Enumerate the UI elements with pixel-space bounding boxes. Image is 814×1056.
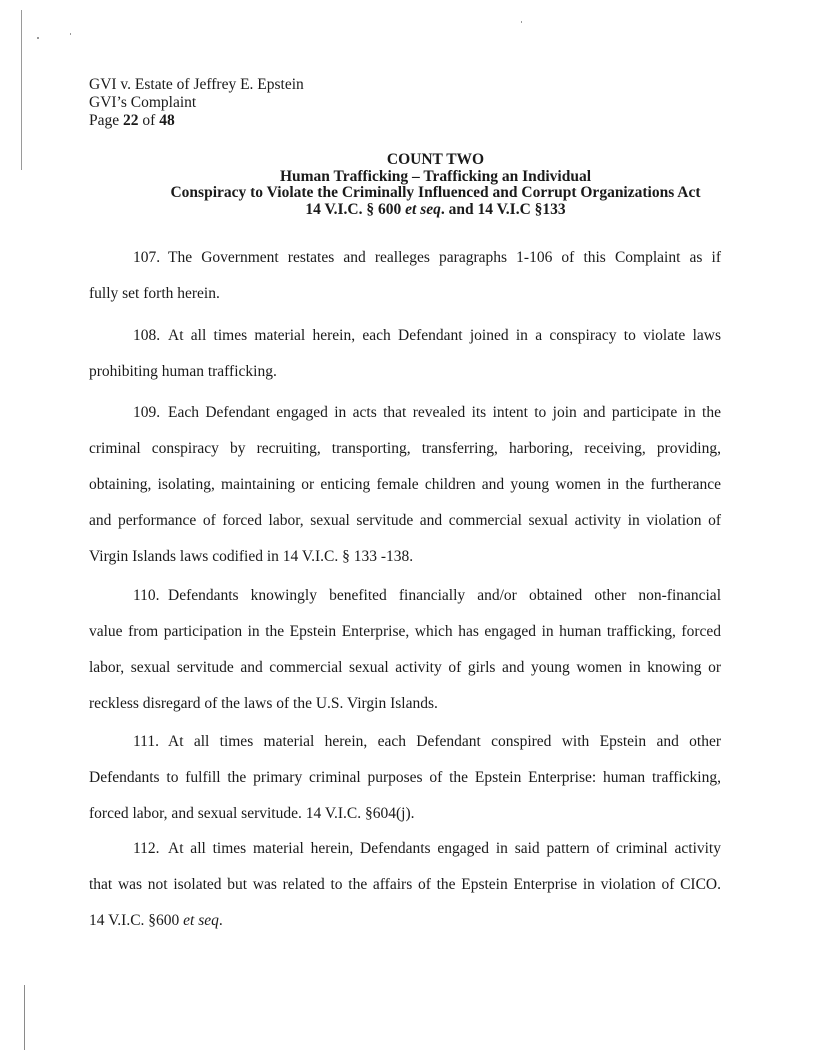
statute-text: . and 14 V.I.C §133: [440, 200, 566, 218]
paragraph-line: value from participation in the Epstein Enterprise, which has engaged in human trafficking, forced: [89, 623, 721, 640]
statute-etseq: et seq: [183, 912, 219, 929]
count-heading: COUNT TWO: [386, 151, 485, 168]
statute-text: 14 V.I.C. § 600: [305, 200, 406, 218]
statute-text: .: [218, 912, 223, 929]
paragraph-111: [89, 724, 721, 832]
count-statutes: [89, 202, 782, 219]
scan-speck: [521, 21, 522, 23]
paragraph-107: [89, 240, 721, 312]
paragraph-line: Defendants knowingly benefited financially and/or obtained other non-financial: [168, 587, 721, 604]
paragraph-line: reckless disregard of the laws of the U.S. Virgin Islands.: [89, 695, 438, 712]
scan-margin-line: [24, 985, 25, 1050]
page-prefix: Page: [89, 112, 124, 129]
count-subheading: Human Trafficking – Trafficking an Individual: [279, 167, 592, 185]
count-description: Conspiracy to Violate the Criminally Influenced and Corrupt Organizations Act: [170, 184, 701, 201]
statute-etseq: et seq: [405, 200, 441, 218]
paragraph-line: fully set forth herein.: [89, 285, 220, 302]
paragraph-line: that was not isolated but was related to the affairs of the Epstein Enterprise in violation of CICO.: [89, 876, 721, 893]
paragraph-line: obtaining, isolating, maintaining or enticing female children and young women in the furtherance: [89, 476, 721, 493]
paragraph-number: 112.: [133, 840, 160, 857]
paragraph-109: [89, 395, 721, 575]
page-current: 22: [123, 112, 139, 129]
scan-speck: [70, 33, 71, 35]
paragraph-line: The Government restates and realleges paragraphs 1-106 of this Complaint as if: [168, 249, 721, 266]
paragraph-line: Each Defendant engaged in acts that revealed its intent to join and participate in the: [168, 404, 721, 421]
paragraph-108: [89, 318, 721, 390]
paragraph-line: labor, sexual servitude and commercial sexual activity of girls and young women in knowing or: [89, 659, 721, 676]
paragraph-112: [89, 831, 721, 939]
paragraph-line: forced labor, and sexual servitude. 14 V.I.C. §604(j).: [89, 805, 415, 822]
paragraph-line: At all times material herein, Defendants engaged in said pattern of criminal activity: [168, 840, 721, 857]
paragraph-number: 111.: [133, 733, 159, 750]
paragraph-line-final: [89, 903, 721, 939]
page-of: of: [138, 112, 160, 129]
paragraph-line: Defendants to fulfill the primary criminal purposes of the Epstein Enterprise: human trafficking,: [89, 769, 721, 786]
count-title: [89, 152, 782, 218]
case-caption: GVI v. Estate of Jeffrey E. Epstein: [89, 76, 304, 93]
paragraph-line: prohibiting human trafficking.: [89, 363, 277, 380]
scan-margin-line: [21, 10, 22, 170]
page-number: [89, 112, 304, 130]
paragraph-number: 107.: [133, 249, 161, 266]
paragraph-number: 110.: [133, 587, 160, 604]
paragraph-line: At all times material herein, each Defendant joined in a conspiracy to violate laws: [168, 327, 721, 344]
paragraph-110: [89, 578, 721, 722]
page-total: 48: [159, 112, 175, 129]
paragraph-line: criminal conspiracy by recruiting, transporting, transferring, harboring, receiving, providing,: [89, 440, 721, 457]
scan-speck: [37, 37, 39, 39]
paragraph-line: Virgin Islands laws codified in 14 V.I.C. § 133 -138.: [89, 548, 414, 565]
paragraph-number: 109.: [133, 404, 161, 421]
document-type: GVI’s Complaint: [89, 94, 197, 111]
document-header: [89, 76, 304, 130]
paragraph-line: and performance of forced labor, sexual servitude and commercial sexual activity in violation of: [89, 512, 721, 529]
paragraph-line: At all times material herein, each Defendant conspired with Epstein and other: [168, 733, 721, 750]
paragraph-number: 108.: [133, 327, 161, 344]
statute-text: 14 V.I.C. §600: [89, 912, 184, 929]
